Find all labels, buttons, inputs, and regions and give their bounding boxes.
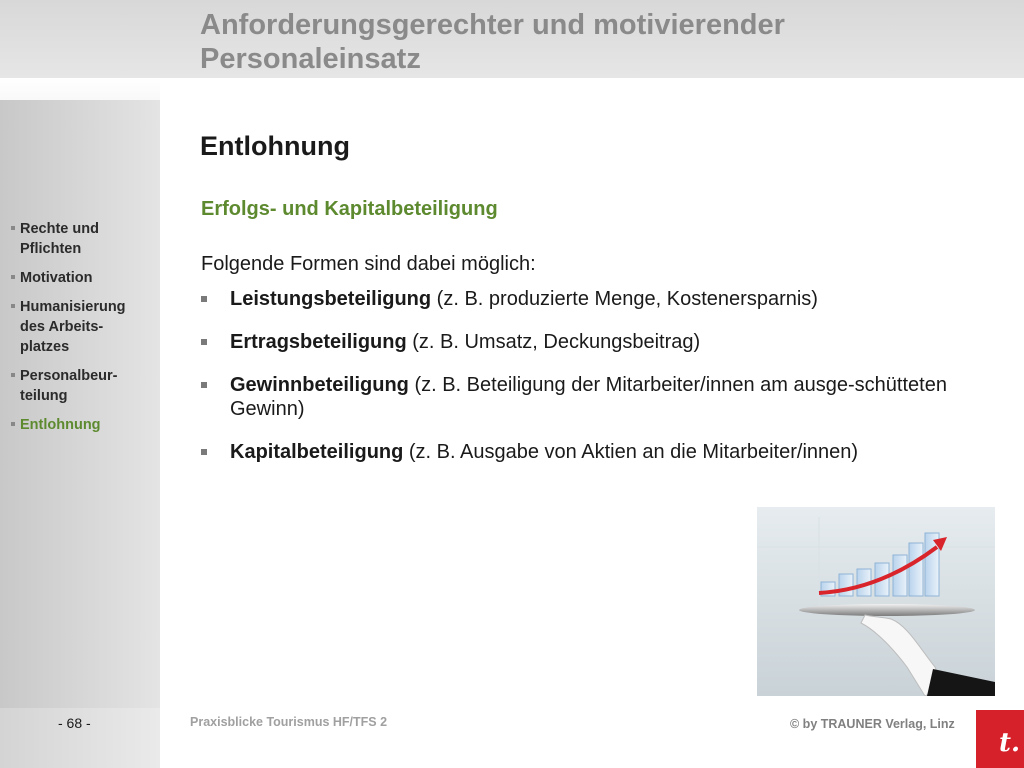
subtitle: Erfolgs- und Kapitalbeteiligung [201, 198, 498, 220]
sidebar-item-motivation[interactable] [11, 268, 156, 288]
section-title: Entlohnung [200, 131, 350, 161]
photo-bar [909, 543, 923, 596]
bullet-term: Kapitalbeteiligung [230, 441, 404, 463]
bullet-text: (z. B. Umsatz, Deckungsbeitrag) [406, 331, 701, 353]
list-item [201, 373, 991, 421]
bullet-term: Leistungsbeteiligung [230, 288, 432, 310]
photo-tray [799, 604, 975, 616]
sidebar-item-label: des Arbeits- [20, 319, 104, 335]
sidebar-item-label: Rechte und [20, 221, 99, 237]
intro-text: Folgende Formen sind dabei möglich: [201, 253, 536, 275]
list-item [201, 287, 991, 311]
photo-bar [839, 574, 853, 596]
bullet-text: (z. B. produzierte Menge, Kostenersparnis) [431, 288, 818, 310]
sidebar-item-label: teilung [20, 388, 68, 404]
bullet-text: (z. B. Ausgabe von Aktien an die Mitarbeiter/innen) [403, 441, 859, 463]
rising-bar-chart-on-tray-photo [757, 507, 995, 696]
slide-title-line2: Personaleinsatz [200, 43, 421, 75]
logo-text: t. [998, 728, 1020, 758]
sidebar-item-label: Humanisierung [20, 299, 126, 315]
list-item [201, 330, 991, 354]
sidebar-item-entlohnung[interactable] [11, 415, 156, 435]
photo-background [757, 507, 995, 696]
sidebar-item-label: Pflichten [20, 241, 82, 257]
sidebar-item-label: Entlohnung [20, 417, 101, 433]
sidebar-item-label: Personalbeur- [20, 368, 118, 384]
bullet-text: (z. B. Beteiligung der Mitarbeiter/innen am ausge-schütteten Gewinn) [230, 374, 947, 420]
photo-bar [893, 555, 907, 596]
slide-title-line1: Anforderungsgerechter und motivierender [200, 9, 785, 41]
sidebar-item-rechte-und-pflichten[interactable] [11, 219, 156, 259]
sidebar-item-label: Motivation [20, 270, 93, 286]
sidebar-item-label: platzes [20, 339, 70, 355]
bullet-term: Ertragsbeteiligung [230, 331, 407, 353]
footer-book-title: Praxisblicke Tourismus HF/TFS 2 [190, 715, 388, 729]
slide-title [200, 8, 1000, 76]
bullet-list [201, 287, 991, 483]
trauner-logo [976, 710, 1024, 768]
sidebar-item-humanisierung[interactable] [11, 297, 156, 357]
list-item [201, 440, 991, 464]
bullet-term: Gewinnbeteiligung [230, 374, 409, 396]
sidebar-item-personalbeurteilung[interactable] [11, 366, 156, 406]
footer-copyright: © by TRAUNER Verlag, Linz [790, 717, 955, 731]
sidebar-nav [11, 219, 156, 444]
page-number: - 68 - [58, 715, 91, 731]
